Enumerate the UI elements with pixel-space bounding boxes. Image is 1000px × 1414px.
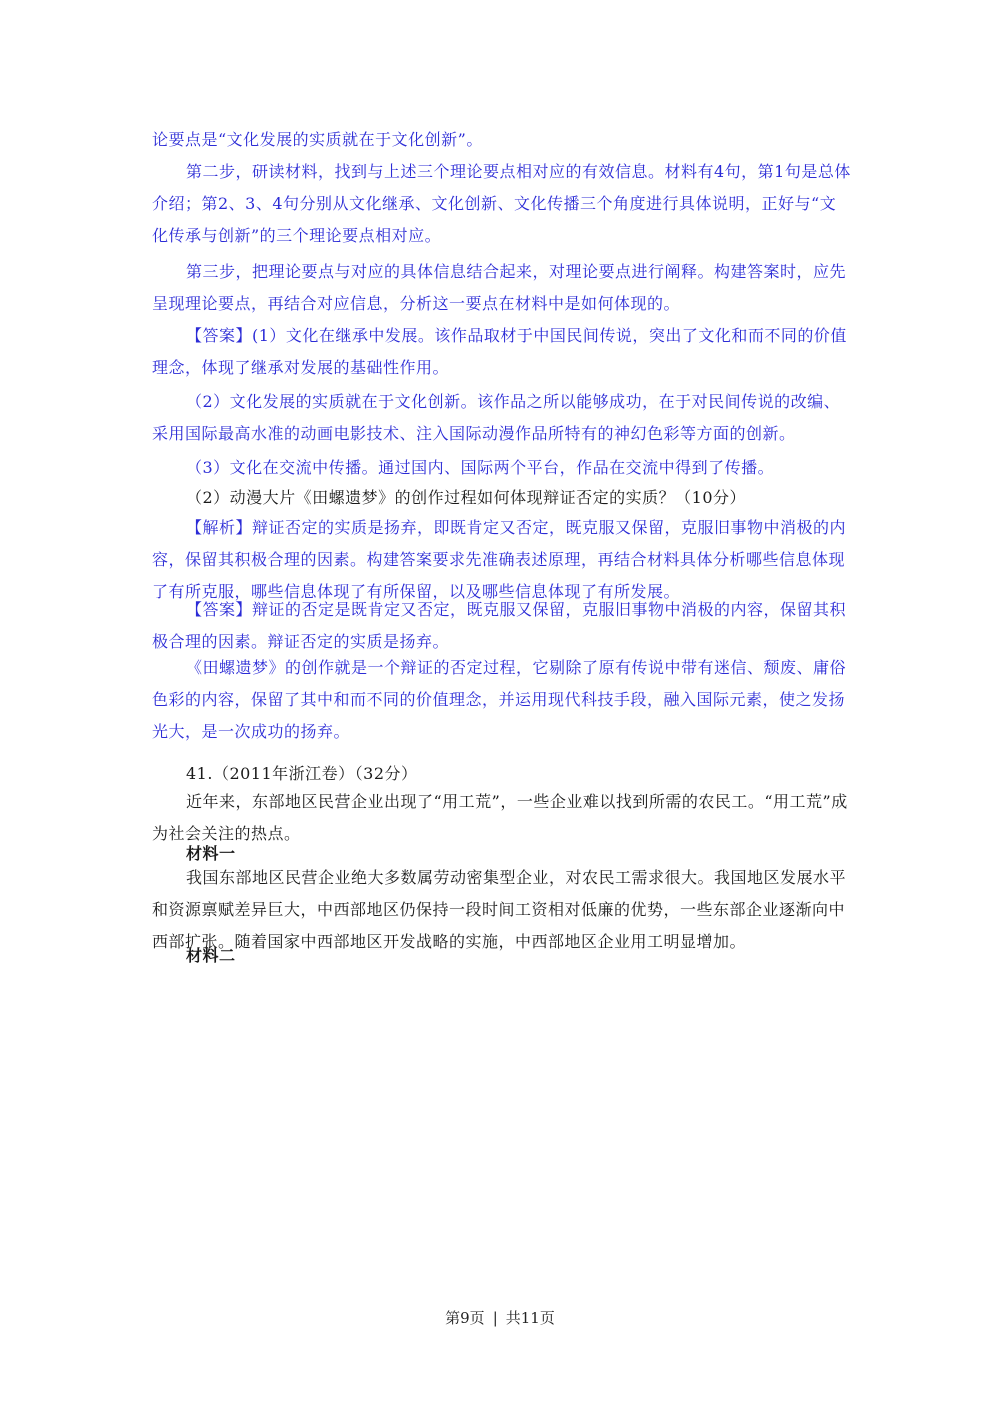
footer-separator: | bbox=[492, 1309, 498, 1327]
intro-paragraph: 近年来，东部地区民营企业出现了“用工荒”，一些企业难以找到所需的农民工。“用工荒”成为社会关注的热点。 bbox=[152, 792, 848, 843]
analysis-line-1: 论要点是“文化发展的实质就在于文化创新”。 bbox=[152, 130, 483, 149]
page-number: 第9页 bbox=[445, 1309, 485, 1327]
answer-paragraph: 【答案】辩证的否定是既肯定又否定，既克服又保留，克服旧事物中消极的内容，保留其积极合理的因素。辩证否定的实质是扬弃。 bbox=[152, 600, 847, 651]
question-41-heading: 41.（2011年浙江卷）（32分） bbox=[186, 764, 418, 783]
material-two-heading: 材料二 bbox=[186, 946, 236, 965]
answer-point-3: （3）文化在交流中传播。通过国内、国际两个平台，作品在交流中得到了传播。 bbox=[186, 458, 775, 477]
page-total: 共11页 bbox=[505, 1309, 555, 1327]
analysis-step-three: 第三步，把理论要点与对应的具体信息结合起来，对理论要点进行阐释。构建答案时，应先呈现理论要点，再结合对应信息，分析这一要点在材料中是如何体现的。 bbox=[152, 262, 847, 313]
answer-point-2: （2）文化发展的实质就在于文化创新。该作品之所以能够成功，在于对民间传说的改编、采用国际最高水准的动画电影技术、注入国际动漫作品所特有的神幻色彩等方面的创新。 bbox=[152, 392, 841, 443]
analysis-step-two: 第二步，研读材料，找到与上述三个理论要点相对应的有效信息。材料有4句，第1句是总体介绍；第2、3、4句分别从文化继承、文化创新、文化传播三个角度进行具体说明，正好与“文化传承与创新”的三个理论要点相对应。 bbox=[152, 162, 851, 245]
material-one-heading: 材料一 bbox=[186, 844, 236, 863]
page-footer bbox=[0, 1307, 1000, 1328]
answer-explanation: 《田螺遗梦》的创作就是一个辩证的否定过程，它剔除了原有传说中带有迷信、颓废、庸俗色彩的内容，保留了其中和而不同的价值理念，并运用现代科技手段，融入国际元素，使之发扬光大，是一次成功的扬弃。 bbox=[152, 658, 847, 741]
analysis-paragraph: 【解析】辩证否定的实质是扬弃，即既肯定又否定，既克服又保留，克服旧事物中消极的内容，保留其积极合理的因素。构建答案要求先准确表述原理，再结合材料具体分析哪些信息体现了有所克服，哪些信息体现了有所保留，以及哪些信息体现了有所发展。 bbox=[152, 518, 847, 601]
question-2: （2）动漫大片《田螺遗梦》的创作过程如何体现辩证否定的实质？（10分） bbox=[186, 488, 747, 507]
material-one-text: 我国东部地区民营企业绝大多数属劳动密集型企业，对农民工需求很大。我国地区发展水平和资源禀赋差异巨大，中西部地区仍保持一段时间工资相对低廉的优势，一些东部企业逐渐向中西部扩张。随着国家中西部地区开发战略的实施，中西部地区企业用工明显增加。 bbox=[152, 868, 847, 951]
answer-point-1: 【答案】(1）文化在继承中发展。该作品取材于中国民间传说，突出了文化和而不同的价值理念，体现了继承对发展的基础性作用。 bbox=[152, 326, 847, 377]
